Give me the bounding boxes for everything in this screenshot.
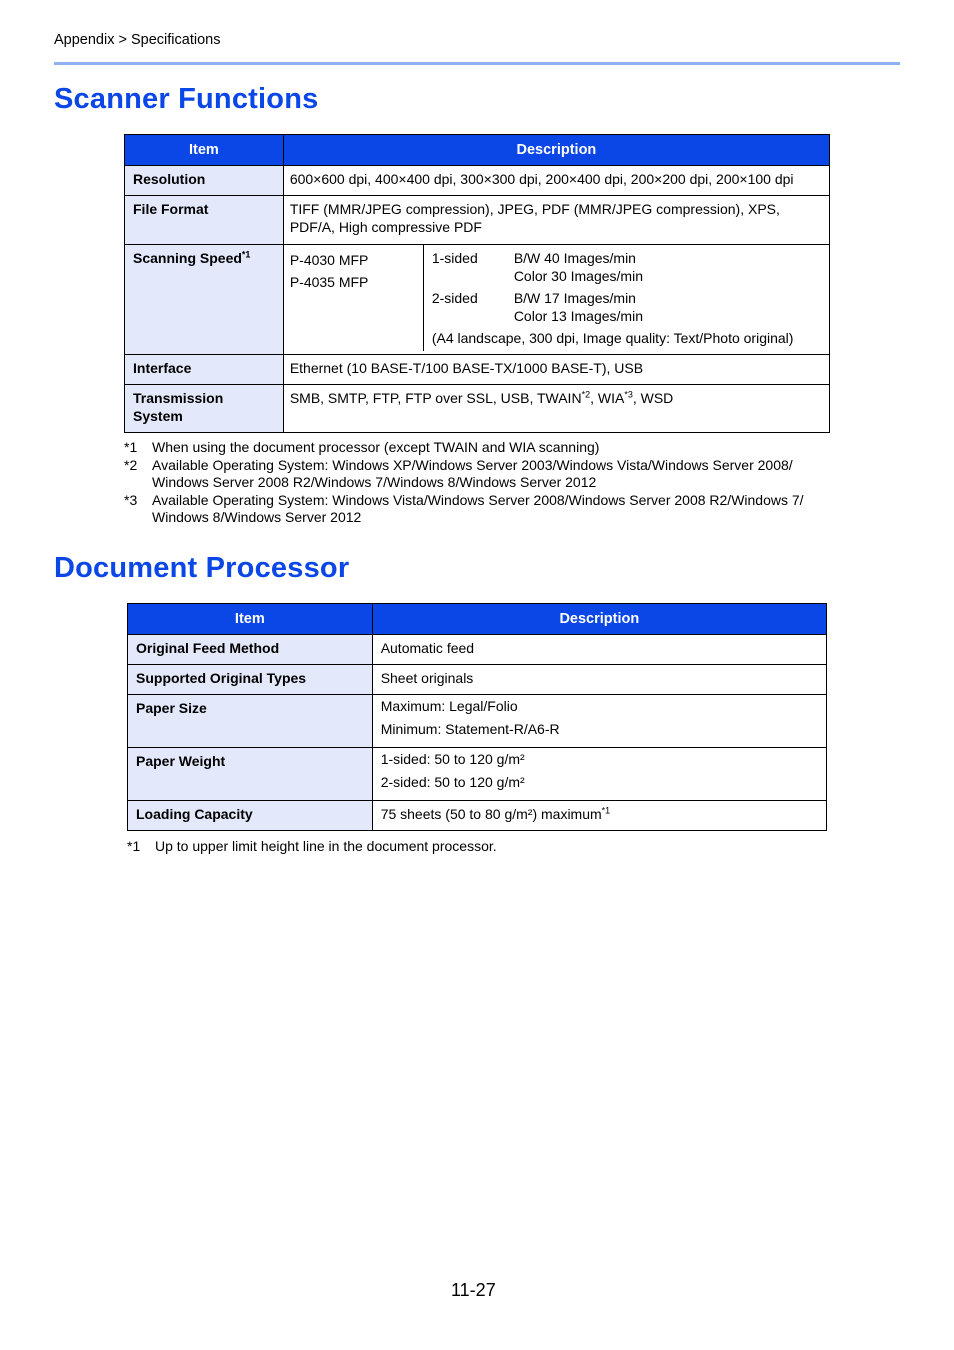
footnote-mark: *3	[124, 491, 138, 508]
footnote-mark: *2	[124, 456, 138, 473]
table-row	[125, 385, 830, 433]
section-title-scanner-functions: Scanner Functions	[54, 83, 319, 115]
row-value-resolution: 600×600 dpi, 400×400 dpi, 300×300 dpi, 200×400 dpi, 200×200 dpi, 200×100 dpi	[283, 166, 829, 196]
table-row	[128, 635, 827, 665]
row-label-transmission-system: Transmission System	[125, 385, 284, 433]
speed-color: Color 13 Images/min	[513, 308, 643, 324]
paper-size-max: Maximum: Legal/Folio	[380, 698, 518, 714]
table-row	[128, 748, 827, 801]
column-header-item: Item	[125, 135, 284, 166]
row-label-scanning-speed	[125, 245, 284, 355]
scanning-speed-label: Scanning Speed	[133, 250, 242, 266]
page-number: 11-27	[451, 1280, 496, 1300]
header-divider	[54, 62, 900, 65]
loading-capacity-text: 75 sheets (50 to 80 g/m²) maximum	[380, 806, 602, 822]
column-header-item: Item	[128, 604, 373, 635]
footnote-text: Available Operating System: Windows XP/Windows Server 2003/Windows Vista/Windows Server 2008/ Windows Server 2008 R2/Windows 7/Windows 8/Windows Server 2012	[152, 456, 793, 490]
speed-values	[514, 289, 643, 325]
paper-weight-2-sided: 2-sided: 50 to 120 g/m²	[380, 774, 525, 790]
table-row	[128, 695, 827, 748]
speed-side-label: 1-sided	[431, 250, 478, 266]
section-title-document-processor: Document Processor	[54, 552, 350, 584]
footnote-mark: *1	[124, 439, 138, 455]
scanning-speed-models	[284, 245, 424, 351]
document-processor-footnotes	[127, 838, 827, 856]
table-row	[128, 801, 827, 831]
row-label-interface: Interface	[125, 355, 284, 385]
speed-values	[514, 249, 643, 285]
row-value-paper-weight	[372, 748, 826, 801]
speed-bw: B/W 40 Images/min	[513, 250, 636, 266]
column-header-description: Description	[372, 604, 826, 635]
footnote-ref: *1	[601, 805, 611, 816]
table-row	[125, 166, 830, 196]
row-label-loading-capacity: Loading Capacity	[128, 801, 373, 831]
footnote-text: Available Operating System: Windows Vista/Windows Server 2008/Windows Server 2008 R2/Windows 7/ Windows 8/Windows Server 2012	[152, 491, 804, 525]
table-row	[125, 196, 830, 245]
transmission-text: , WIA	[590, 390, 625, 406]
speed-condition-note: (A4 landscape, 300 dpi, Image quality: Text/Photo original)	[431, 330, 794, 346]
paper-size-min: Minimum: Statement-R/A6-R	[380, 721, 560, 737]
speed-row-2-sided	[432, 289, 821, 325]
footnote	[124, 457, 834, 492]
row-label-paper-weight: Paper Weight	[128, 748, 373, 801]
speed-row-1-sided	[432, 249, 821, 285]
footnote-mark: *1	[127, 838, 141, 854]
row-label-file-format: File Format	[125, 196, 284, 245]
footnote-ref: *2	[581, 389, 591, 400]
breadcrumb: Appendix > Specifications	[54, 32, 221, 48]
model-name: P-4035 MFP	[289, 274, 369, 290]
speed-bw: B/W 17 Images/min	[513, 290, 636, 306]
row-value-scanning-speed	[283, 245, 829, 355]
scanner-footnotes	[124, 439, 834, 527]
footnote-text: Up to upper limit height line in the document processor.	[155, 838, 497, 854]
document-processor-spec-table	[127, 603, 827, 831]
scanner-spec-table	[124, 134, 830, 433]
footnote	[124, 492, 834, 527]
row-value-file-format: TIFF (MMR/JPEG compression), JPEG, PDF (MMR/JPEG compression), XPS, PDF/A, High compressive PDF	[283, 196, 829, 245]
row-value-loading-capacity	[372, 801, 826, 831]
column-header-description: Description	[283, 135, 829, 166]
scanning-speed-values	[424, 245, 829, 351]
table-header-row	[128, 604, 827, 635]
speed-color: Color 30 Images/min	[513, 268, 643, 284]
row-value-transmission-system	[283, 385, 829, 433]
table-row	[125, 245, 830, 355]
table-header-row	[125, 135, 830, 166]
speed-side-label: 2-sided	[431, 290, 478, 306]
row-value-original-feed-method: Automatic feed	[372, 635, 826, 665]
transmission-text: , WSD	[632, 390, 674, 406]
row-label-resolution: Resolution	[125, 166, 284, 196]
row-label-paper-size: Paper Size	[128, 695, 373, 748]
footnote	[124, 439, 834, 457]
row-label-original-feed-method: Original Feed Method	[128, 635, 373, 665]
footnote-ref: *1	[241, 249, 251, 260]
paper-weight-1-sided: 1-sided: 50 to 120 g/m²	[380, 751, 525, 767]
model-name: P-4030 MFP	[289, 252, 369, 268]
table-row	[128, 665, 827, 695]
footnote-ref: *3	[624, 389, 633, 400]
footnote	[127, 838, 827, 856]
scanning-speed-grid	[284, 245, 829, 351]
row-label-supported-original-types: Supported Original Types	[128, 665, 373, 695]
row-value-interface: Ethernet (10 BASE-T/100 BASE-TX/1000 BASE-T), USB	[283, 355, 829, 385]
row-value-supported-original-types: Sheet originals	[372, 665, 826, 695]
row-value-paper-size	[372, 695, 826, 748]
table-row	[125, 355, 830, 385]
transmission-text: SMB, SMTP, FTP, FTP over SSL, USB, TWAIN	[289, 390, 582, 406]
footnote-text: When using the document processor (except TWAIN and WIA scanning)	[152, 439, 600, 455]
